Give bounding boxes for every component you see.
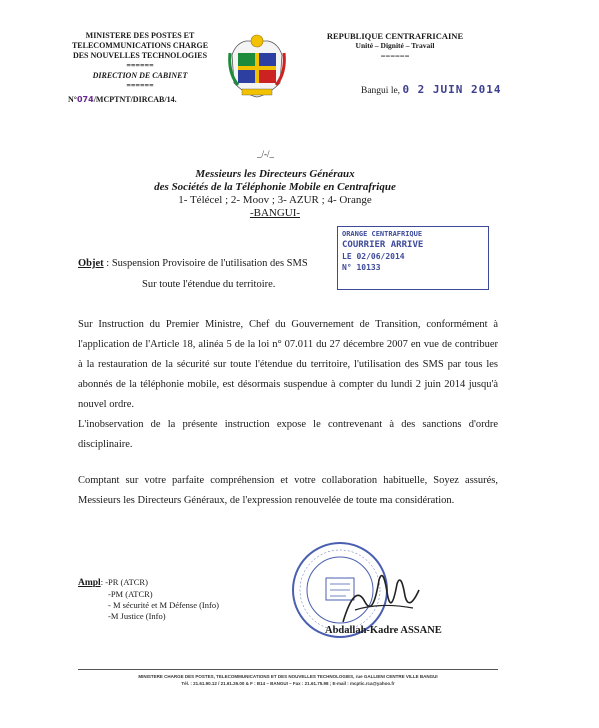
footer-address: MINISTERE CHARGE DES POSTES, TELECOMMUNICATIONS ET DES NOUVELLES TECHNOLOGIES, rue GALLIENI CENTRE VILLE BANGUI: [138, 674, 438, 679]
letterhead-footer: [88, 673, 488, 687]
separator: ======: [380, 51, 410, 61]
distribution-label: Ampl: [78, 578, 101, 588]
body-paragraph: Comptant sur votre parfaite compréhension et votre collaboration habituelle, Soyez assurés, Messieurs les Directeurs Généraux, de l'expression renouvelée de toute ma considération.: [78, 475, 498, 506]
subject-label: Objet: [78, 258, 104, 269]
separator: ======: [126, 81, 154, 90]
ministry-line: DES NOUVELLES TECHNOLOGIES: [72, 51, 208, 60]
footer-contacts: Tél. : 21.61.90.12 / 21.61.26.00 & F : B14 – BANGUI – Fax : 21.61.75.98 ; E-mail : mcptic.rca@yahoo.fr: [181, 681, 395, 686]
distribution-item: : -PR (ATCR): [100, 577, 148, 587]
ministry-line: MINISTERE DES POSTES ET: [85, 31, 195, 40]
addressee-city: -BANGUI-: [249, 207, 301, 219]
subject-block: [78, 253, 308, 295]
subject-line: : Suspension Provisoire de l'utilisation des SMS: [106, 258, 308, 269]
section-dash: _/-/_: [257, 149, 274, 159]
separator: ======: [126, 61, 154, 70]
addressee-line: Messieurs les Directeurs Généraux: [195, 168, 355, 180]
distribution-item: -M Justice (Info): [108, 611, 166, 621]
coat-of-arms-emblem: [228, 33, 286, 103]
distribution-item: - M sécurité et M Défense (Info): [108, 600, 219, 610]
received-stamp: [337, 226, 489, 290]
stamp-number: N° 10133: [342, 263, 381, 272]
distribution-item: -PM (ATCR): [108, 589, 153, 599]
national-motto: Unité – Dignité – Travail: [355, 41, 435, 50]
reference-suffix: /MCPTNT/DIRCAB/14.: [93, 95, 177, 104]
letter-body: [78, 315, 498, 511]
dateline-label: Bangui le,: [361, 86, 401, 96]
distribution-list: [78, 577, 219, 622]
cabinet-label: DIRECTION DE CABINET: [92, 71, 188, 80]
addressee-companies: 1- Télécel ; 2- Moov ; 3- AZUR ; 4- Orange: [178, 194, 372, 206]
reference-number: [68, 95, 177, 104]
stamp-company: ORANGE CENTRAFRIQUE: [342, 230, 423, 238]
republic-name: REPUBLIQUE CENTRAFRICAINE: [326, 31, 464, 41]
addressee-block: [110, 168, 440, 220]
reference-prefix: N°: [68, 95, 77, 104]
addressee-line: des Sociétés de la Téléphonie Mobile en Centrafrique: [154, 181, 396, 193]
signatory-name: Abdallah-Kadre ASSANE: [325, 625, 442, 636]
date-stamp: 0 2 JUIN 2014: [402, 83, 502, 96]
stamp-date: LE 02/06/2014: [342, 252, 405, 261]
ministry-line: TELECOMMUNICATIONS CHARGE: [71, 41, 209, 50]
ministry-header: [40, 31, 240, 91]
body-paragraph: Sur Instruction du Premier Ministre, Chef du Gouvernement de Transition, conformément à l'application de l'Article 18, alinéa 5 de la loi n° 07.011 du 27 décembre 2007 en vue de contribuer à la restauration de la sécurité sur toute l'étendue du territoire, l'utilisation des SMS par tous les abonnés de la téléphonie mobile, est désormais suspendue à compter du lundi 2 juin 2014 jusqu'à nouvel ordre.: [78, 319, 498, 410]
dateline: [361, 83, 502, 96]
republic-header: [300, 31, 490, 61]
footer-divider: [78, 669, 498, 670]
handwritten-signature: [335, 562, 425, 632]
body-paragraph: L'inobservation de la présente instruction expose le contrevenant à des sanctions d'ordre disciplinaire.: [78, 419, 498, 450]
subject-line: Sur toute l'étendue du territoire.: [142, 279, 276, 290]
stamp-title: COURRIER ARRIVE: [342, 240, 424, 250]
reference-handwritten-number: 074: [76, 95, 94, 104]
